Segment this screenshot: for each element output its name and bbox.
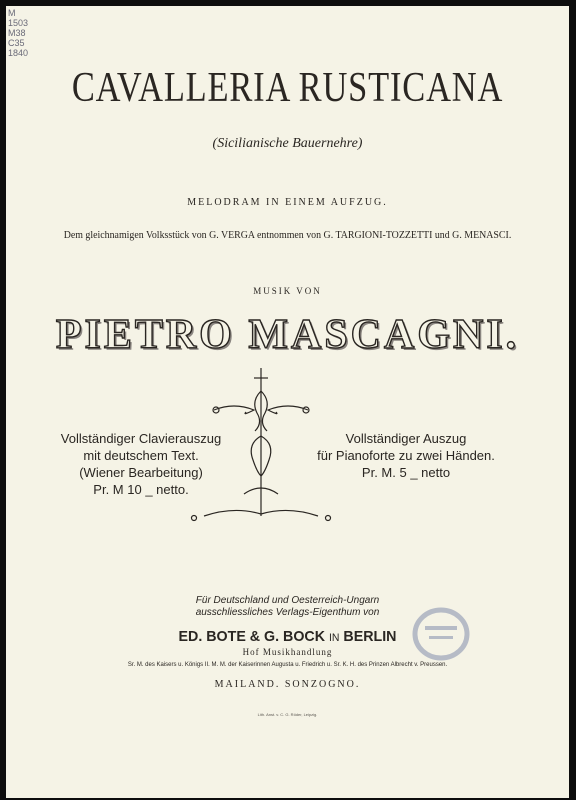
publisher-in: IN xyxy=(328,632,340,644)
shelf-mark-line: 1840 xyxy=(8,48,29,58)
library-stamp-icon xyxy=(411,606,471,662)
genre-line: MELODRAM IN EINEM AUFZUG. xyxy=(187,197,388,208)
publisher-city: BERLIN xyxy=(343,628,397,645)
rights-notice xyxy=(6,595,569,619)
edition-vocal-score xyxy=(36,430,246,498)
royal-appointments: Sr. M. des Kaisers u. Königs II. M. M. der Kaiserinnen Augusta u. Friedrich u. Sr. K. H. des Prinzen Albrecht v. Preussen. xyxy=(127,662,448,668)
music-by-label: MUSIK VON xyxy=(253,286,322,296)
source-credit: Dem gleichnamigen Volksstück von G. VERGA entnommen von G. TARGIONI-TOZZETTI und G. MENASCI. xyxy=(63,229,512,241)
opera-title: CAVALLERIA RUSTICANA xyxy=(71,65,504,111)
shelf-mark xyxy=(8,8,28,58)
edition-line: mit deutschem Text. xyxy=(83,448,199,463)
opera-subtitle: (Sicilianische Bauernehre) xyxy=(212,136,363,151)
edition-price: Pr. M. 5 _ netto xyxy=(361,465,451,480)
edition-price: Pr. M 10 _ netto. xyxy=(93,482,189,497)
shelf-mark-line: 1503 xyxy=(8,18,29,28)
publisher-name: ED. BOTE & G. BOCK xyxy=(178,628,326,645)
composer-name: PIETRO MASCAGNI. xyxy=(55,312,520,358)
publisher xyxy=(20,628,555,645)
edition-line: Vollständiger Clavierauszug xyxy=(60,431,222,446)
edition-piano-two-hands xyxy=(306,430,506,481)
shelf-mark-line: C35 xyxy=(8,38,25,48)
edition-line: (Wiener Bearbeitung) xyxy=(79,465,203,480)
edition-line: Vollständiger Auszug xyxy=(345,431,467,446)
rights-line: ausschliessliches Verlags-Eigenthum von xyxy=(195,607,380,618)
rights-line: Für Deutschland und Oesterreich-Ungarn xyxy=(195,595,380,606)
co-publisher: MAILAND. SONZOGNO. xyxy=(214,679,361,690)
shelf-mark-line: M xyxy=(8,8,16,18)
title-page xyxy=(6,6,569,798)
court-music-dealer: Hof Musikhandlung xyxy=(242,647,333,657)
shelf-mark-line: M38 xyxy=(8,28,26,38)
printer-line: Lith. Anst. v. C. G. Röder, Leipzig. xyxy=(257,712,318,717)
edition-line: für Pianoforte zu zwei Händen. xyxy=(317,448,495,463)
